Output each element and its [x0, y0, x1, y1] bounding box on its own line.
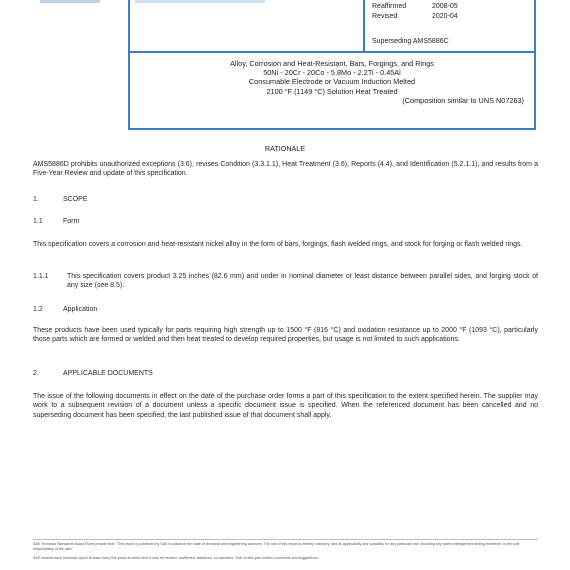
section-2-text: The issue of the following documents in effect on the date of the purchase order forms a part of this specification to the extent specified herein. The supplier may work to a subsequent revision of a document unless a specific document issue is specified. When the referenced document has been cancelled and no superseding document has been specified, the last published issue of that document shall apply.: [33, 393, 538, 419]
section-1-1-1-text: This specification covers product 3.25 inches (82.6 mm) and under in nominal diameter or least distance between parallel sides, and forging stock of any size (see 8.5).: [67, 273, 538, 290]
rationale-text: AMS5886D prohibits unauthorized exceptions (3.6), revises Condition (3.3.1.1), Heat Treatment (3.6), Reports (4.4), and Identification (5.2.1.1), and results from a Five-Year Review and update of this specification.: [33, 161, 538, 178]
section-1-2-number: 1.2: [33, 306, 43, 313]
header-top-rule-left: [40, 0, 100, 3]
title-line-3: Consumable Electrode or Vacuum Induction Melted: [248, 77, 416, 87]
section-2-title: APPLICABLE DOCUMENTS: [63, 370, 153, 377]
reaffirmed-label: Reaffirmed: [372, 3, 407, 10]
footer-note-2: SAE reviews each technical report at least every five years at which time it may be revised, reaffirmed, stabilized, or cancelled. SAE invites your written comments and suggestions.: [33, 556, 319, 560]
footer-divider: [33, 539, 538, 540]
title-line-2: 50Ni - 20Cr - 20Co - 5.8Mo - 2.2Ti - 0.45Al: [263, 68, 401, 78]
revised-value: 2020-04: [432, 12, 458, 20]
section-1-2-heading: [33, 306, 97, 313]
section-1-1-heading: [33, 218, 79, 225]
revised-label: Revised: [372, 12, 398, 20]
title-line-4: 2100 °F (1149 °C) Solution Heat Treated: [266, 86, 398, 96]
section-1-1-1-number: 1.1.1: [33, 273, 49, 280]
revision-dates: [372, 2, 458, 21]
section-1-1-text: This specification covers a corrosion and heat-resistant nickel alloy in the form of bars, forgings, flash welded rings, and stock for forging or flash welded rings.: [33, 241, 523, 248]
section-1-2-text: These products have been used typically for parts requiring high strength up to 1500 °F (816 °C) and oxidation resistance up to 2000 °F (1093 °C), particularly those parts which are formed or welded and then heat treated to develop required properties, but usage is not limited to such applications.: [33, 327, 538, 344]
header-divider-horizontal: [128, 51, 536, 53]
section-1-1-1: [33, 272, 538, 291]
title-line-5: (Composition similar to UNS N07263): [402, 95, 524, 105]
rationale-heading: RATIONALE: [264, 144, 306, 153]
section-1-title: SCOPE: [63, 196, 88, 203]
footer-note-1: SAE Technical Standards Board Rules provide that: "This report is published by SAE to advance the state of technical and engineering sciences. The use of this report is entirely voluntary, and its applicability and suitability for any particular use, including any patent infringement arising therefrom, is the sole responsibility of the user.": [33, 542, 520, 551]
section-2-heading: [33, 370, 153, 377]
section-2-number: 2.: [33, 370, 39, 377]
reaffirmed-value: 2008-05: [432, 3, 458, 10]
section-1-1-number: 1.1: [33, 218, 43, 225]
title-line-1: Alloy, Corrosion and Heat-Resistant, Bars, Forgings, and Rings: [230, 59, 434, 68]
header-divider-vertical: [363, 0, 365, 52]
superseding-note: Superseding AMS5886C: [372, 38, 449, 45]
section-1-heading: [33, 196, 88, 203]
section-1-number: 1.: [33, 196, 39, 203]
section-1-1-title: Form: [63, 218, 80, 225]
section-1-2-title: Application: [63, 306, 98, 313]
spec-title-block: [130, 59, 534, 105]
